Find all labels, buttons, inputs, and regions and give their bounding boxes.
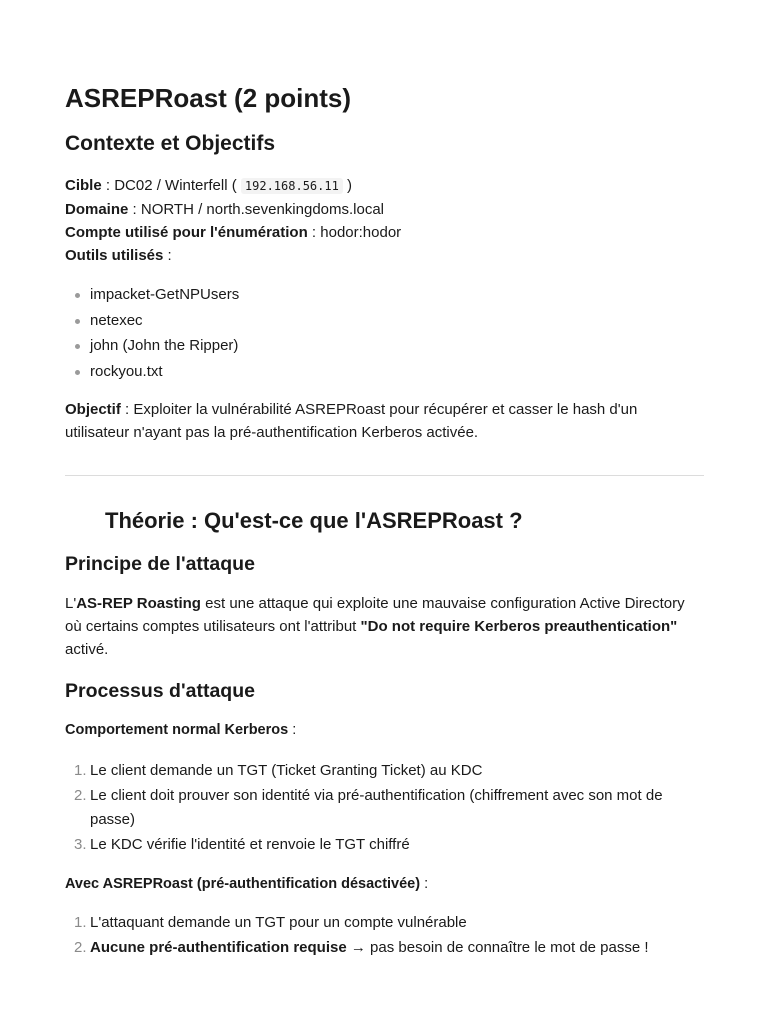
asrep-suffix: : <box>420 876 429 892</box>
tool-name: impacket-GetNPUsers <box>90 286 240 303</box>
step-text: L'attaquant demande un TGT pour un compte vulnérable <box>90 914 467 931</box>
normal-suffix: : <box>288 722 297 738</box>
step-text: → pas besoin de connaître le mot de passe ! <box>346 939 649 956</box>
domain-value: : NORTH / north.sevenkingdoms.local <box>128 201 385 218</box>
tools-suffix: : <box>163 247 172 264</box>
domain-line <box>65 198 704 221</box>
tools-label: Outils utilisés <box>65 247 164 264</box>
principle-paragraph <box>65 592 704 661</box>
step-number: 2. <box>74 939 87 956</box>
tools-list <box>65 282 704 384</box>
target-label: Cible <box>65 177 102 194</box>
step-bold-text: Aucune pré-authentification requise <box>90 939 347 956</box>
step-number: 1. <box>74 762 87 779</box>
list-item <box>65 833 704 857</box>
step-number: 3. <box>74 835 87 853</box>
step-text: Le client doit prouver son identité via pré-authentification (chiffrement avec son mot de passe) <box>90 787 663 828</box>
account-label: Compte utilisé pour l'énumération <box>65 224 308 241</box>
principle-heading: Principe de l'attaque <box>65 553 255 575</box>
tool-name: rockyou.txt <box>90 362 163 380</box>
target-value: : DC02 / Winterfell ( <box>101 177 241 194</box>
step-number: 1. <box>74 914 87 931</box>
section-divider <box>65 475 704 476</box>
asrep-label: Avec ASREPRoast (pré-authentification désactivée) <box>65 876 421 892</box>
theory-heading: Théorie : Qu'est-ce que l'ASREPRoast ? <box>105 508 523 533</box>
list-item <box>65 936 704 960</box>
bullet-icon <box>75 344 80 349</box>
tool-name: netexec <box>90 311 143 329</box>
asrep-steps-wrap <box>65 911 704 961</box>
principle-suffix: activé. <box>65 641 109 658</box>
target-line <box>65 174 704 198</box>
normal-steps-list <box>65 759 704 856</box>
bullet-icon <box>75 293 80 298</box>
context-heading: Contexte et Objectifs <box>65 132 276 155</box>
account-line <box>65 221 704 244</box>
step-text: Le KDC vérifie l'identité et renvoie le TGT chiffré <box>90 835 410 853</box>
list-item <box>65 759 704 783</box>
target-value-end: ) <box>342 177 352 194</box>
step-number: 2. <box>74 787 87 804</box>
page-title: ASREPRoast (2 points) <box>65 83 352 113</box>
account-value: : hodor:hodor <box>307 224 402 241</box>
list-item <box>65 282 704 308</box>
list-item <box>65 333 704 359</box>
target-ip: 192.168.56.11 <box>241 178 343 194</box>
objective-label: Objectif <box>65 401 121 418</box>
principle-bold: AS-REP Roasting <box>76 595 201 612</box>
asrep-behaviour-label <box>65 873 428 896</box>
normal-behaviour-label <box>65 719 296 742</box>
bullet-icon <box>75 319 80 324</box>
list-item <box>65 911 704 935</box>
asrep-steps-list <box>65 911 704 960</box>
principle-attribute: "Do not require Kerberos preauthentication" <box>360 618 678 635</box>
tool-name: john (John the Ripper) <box>90 337 239 354</box>
tools-list-wrap <box>65 282 704 384</box>
tools-line <box>65 244 704 267</box>
step-text: Le client demande un TGT (Ticket Granting Ticket) au KDC <box>90 762 483 779</box>
context-details <box>65 174 704 267</box>
list-item <box>65 359 704 385</box>
list-item <box>65 784 704 831</box>
process-heading: Processus d'attaque <box>65 680 255 702</box>
domain-label: Domaine <box>65 201 129 218</box>
normal-steps-wrap <box>65 759 704 858</box>
bullet-icon <box>75 370 80 375</box>
normal-label: Comportement normal Kerberos <box>65 722 289 738</box>
objective-paragraph <box>65 398 704 444</box>
principle-prefix: L' <box>65 595 77 612</box>
principle-middle: est une attaque qui exploite une mauvaise configuration Active Directory où certains comptes utilisateurs ont l'attribut <box>65 595 685 635</box>
objective-text: : Exploiter la vulnérabilité ASREPRoast pour récupérer et casser le hash d'un utilisateur n'ayant pas la pré-authentification Kerberos activée. <box>65 401 638 441</box>
list-item <box>65 308 704 334</box>
